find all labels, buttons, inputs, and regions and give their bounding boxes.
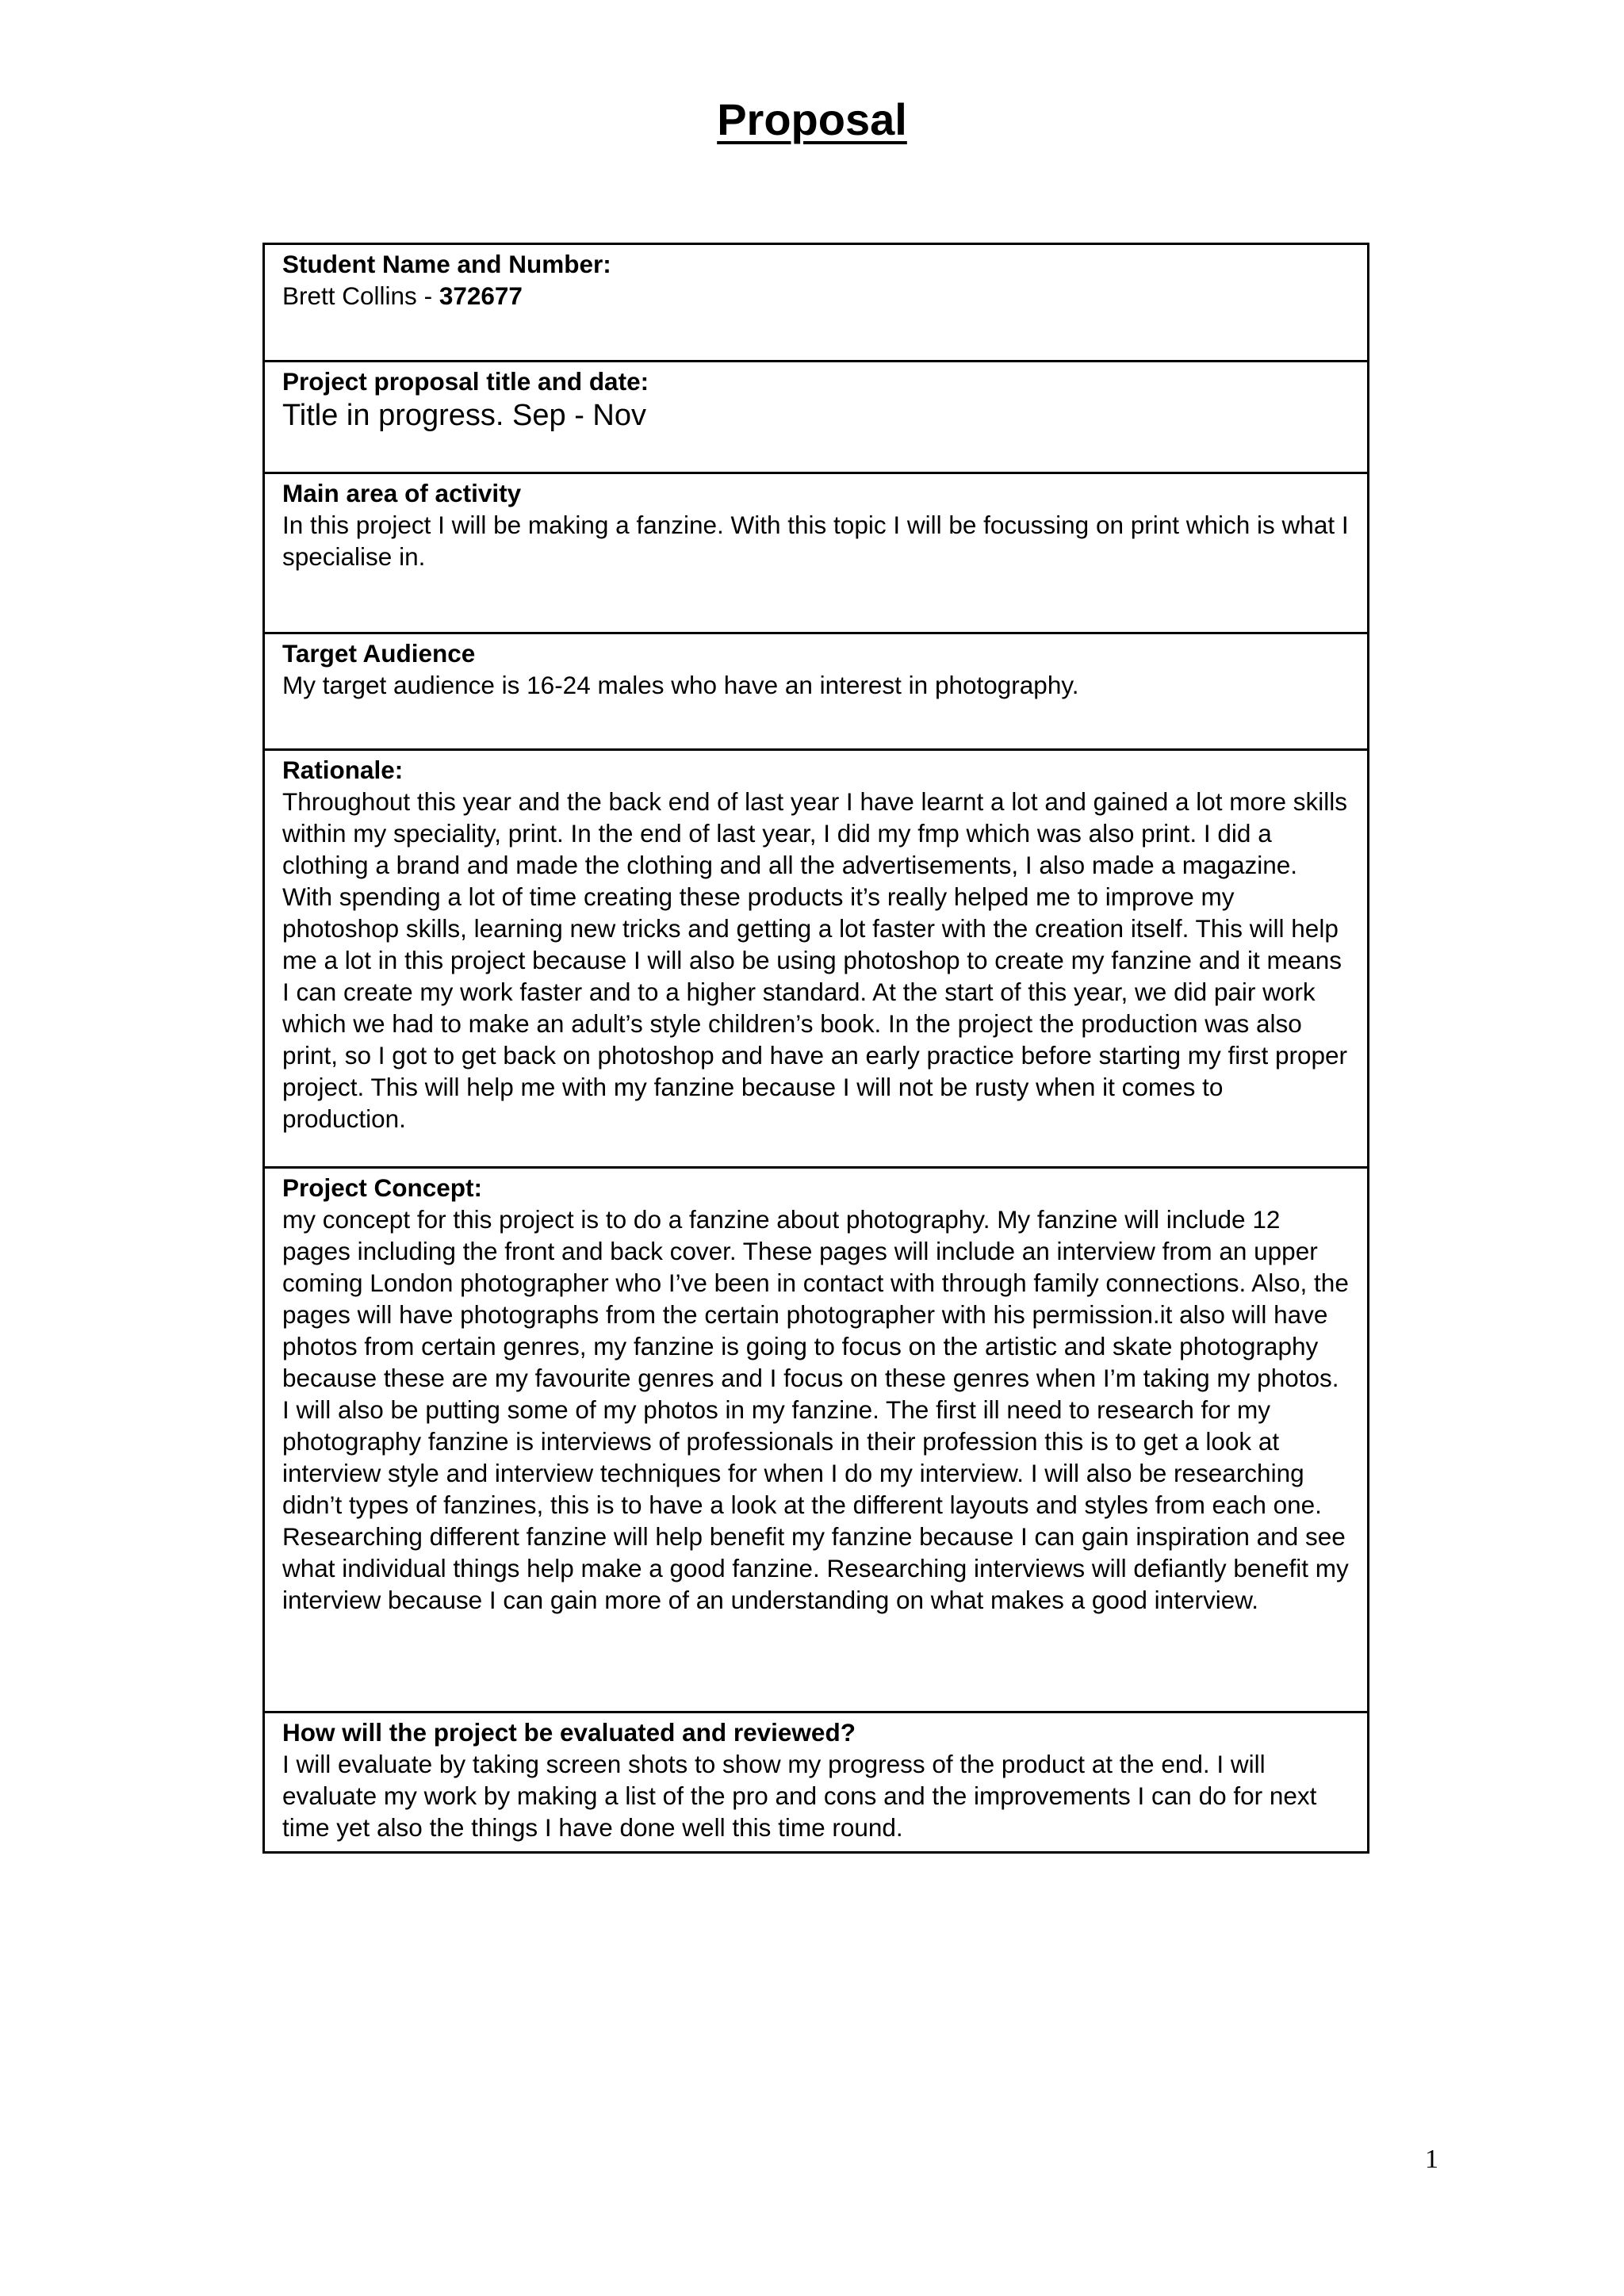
title-date-row	[264, 362, 1369, 473]
main-area-row	[264, 473, 1369, 633]
student-number: 372677	[439, 281, 523, 310]
student-heading: Student Name and Number:	[282, 250, 611, 278]
evaluation-body: I will evaluate by taking screen shots to show my progress of the product at the end. I will evaluate my work by making a list of the pro and cons and the improvements I can do for next time yet also the things I have done well this time round.	[282, 1750, 1317, 1842]
evaluation-heading: How will the project be evaluated and reviewed?	[282, 1718, 856, 1747]
rationale-body: Throughout this year and the back end of last year I have learnt a lot and gained a lot more skills within my speciality, print. In the end of last year, I did my fmp which was also print. I did a clothing a brand and made the clothing and all the advertisements, I also made a magazine. With spending a lot of time creating these products it’s really helped me to improve my photoshop skills, learning new tricks and getting a lot faster with the creation itself. This will help me a lot in this project because I will also be using photoshop to create my fanzine and it means I can create my work faster and to a higher standard. At the start of this year, we did pair work which we had to make an adult’s style children’s book. In the project the production was also print, so I got to get back on photoshop and have an early practice before starting my first proper project. This will help me with my fanzine because I will not be rusty when it comes to production.	[282, 787, 1348, 1133]
rationale-row	[264, 750, 1369, 1168]
rationale-cell	[264, 750, 1369, 1168]
student-cell	[264, 244, 1369, 362]
main-area-heading: Main area of activity	[282, 479, 522, 507]
target-audience-cell	[264, 633, 1369, 750]
student-separator: -	[416, 281, 439, 310]
target-audience-row	[264, 633, 1369, 750]
evaluation-cell	[264, 1712, 1369, 1853]
rationale-heading: Rationale:	[282, 756, 404, 784]
evaluation-row	[264, 1712, 1369, 1853]
title-date-cell	[264, 362, 1369, 473]
page-title: Proposal	[717, 94, 907, 144]
main-area-cell	[264, 473, 1369, 633]
student-name: Brett Collins	[282, 281, 417, 310]
student-details	[282, 280, 1350, 312]
concept-heading: Project Concept:	[282, 1173, 483, 1202]
concept-cell	[264, 1168, 1369, 1712]
concept-row	[264, 1168, 1369, 1712]
page-number: 1	[1425, 2145, 1438, 2174]
target-audience-body: My target audience is 16-24 males who have an interest in photography.	[282, 671, 1079, 699]
proposal-table	[262, 243, 1369, 1854]
student-row	[264, 244, 1369, 362]
main-area-body: In this project I will be making a fanzine. With this topic I will be focussing on print which is what I specialise in.	[282, 511, 1349, 571]
title-date-heading: Project proposal title and date:	[282, 367, 649, 396]
title-date-body: Title in progress. Sep - Nov	[282, 399, 646, 432]
target-audience-heading: Target Audience	[282, 639, 476, 668]
concept-body: my concept for this project is to do a fanzine about photography. My fanzine will include 12 pages including the front and back cover. These pages will include an interview from an upper coming London photographer who I’ve been in contact with through family connections. Also, the pages will have photographs from the certain photographer with his permission.it also will have photos from certain genres, my fanzine is going to focus on the artistic and skate photography because these are my favourite genres and I focus on these genres when I’m taking my photos. I will also be putting some of my photos in my fanzine. The first ill need to research for my photography fanzine is interviews of professionals in their profession this is to get a look at interview style and interview techniques for when I do my interview. I will also be researching didn’t types of fanzines, this is to have a look at the different layouts and styles from each one. Researching different fanzine will help benefit my fanzine because I can gain inspiration and see what individual things help make a good fanzine. Researching interviews will defiantly benefit my interview because I can gain more of an understanding on what makes a good interview.	[282, 1205, 1349, 1614]
